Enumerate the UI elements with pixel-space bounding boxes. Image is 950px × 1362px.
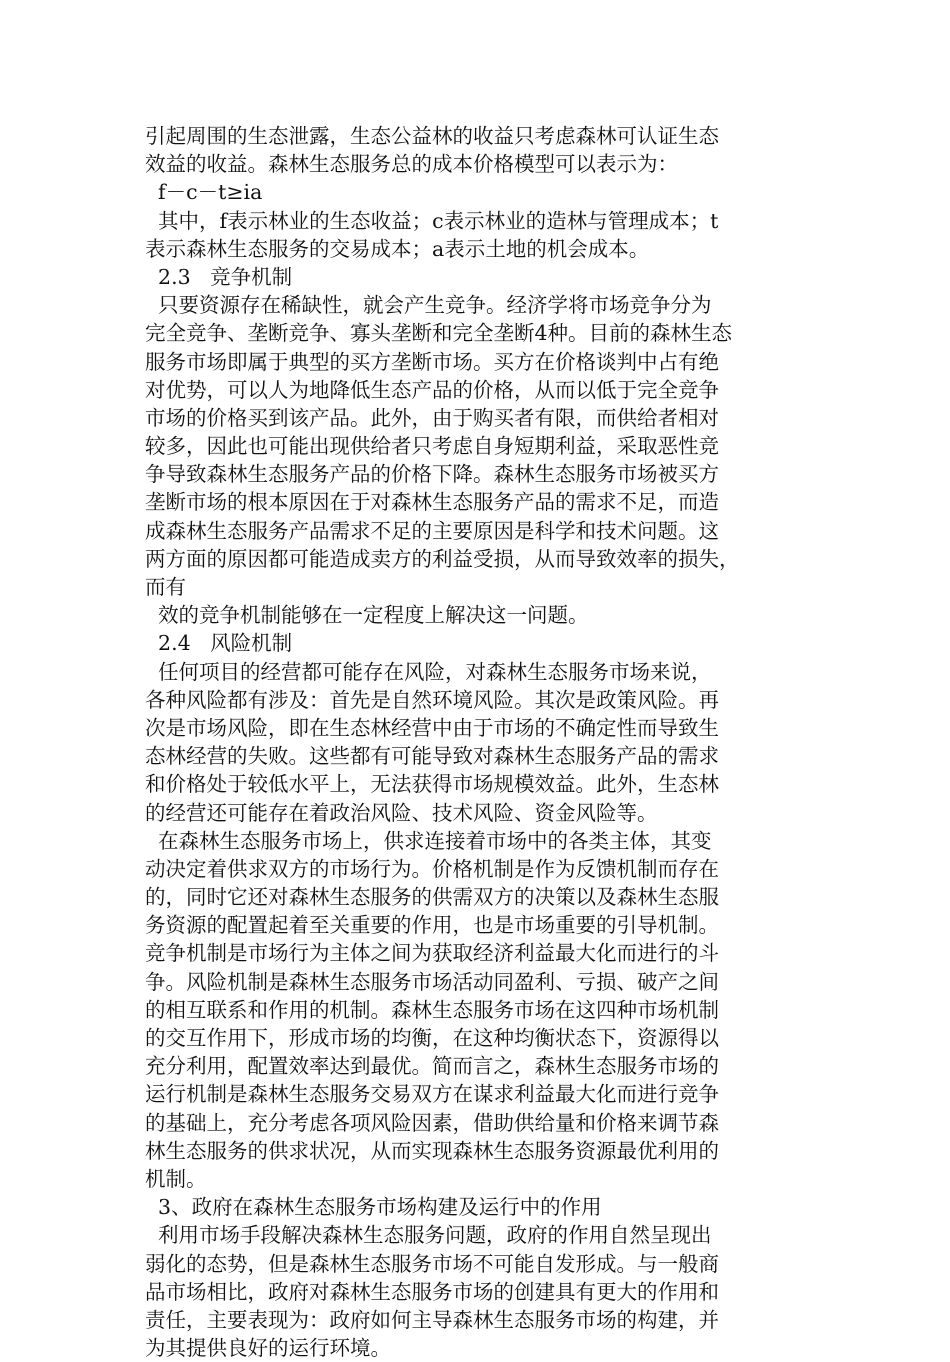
text-line: 效益的收益。森林生态服务总的成本价格模型可以表示为： (145, 152, 678, 177)
text-line: 完全竞争、垄断竞争、寡头垄断和完全垄断4种。目前的森林生态 (145, 321, 733, 346)
text-line: 运行机制是森林生态服务交易双方在谋求利益最大化而进行竞争 (145, 1082, 719, 1107)
text-line: 弱化的态势，但是森林生态服务市场不可能自发形成。与一般商 (145, 1251, 719, 1276)
text-line: 的相互联系和作用的机制。森林生态服务市场在这四种市场机制 (145, 997, 719, 1022)
text-line: 服务市场即属于典型的买方垄断市场。买方在价格谈判中占有绝 (145, 349, 719, 374)
text-line: 只要资源存在稀缺性，就会产生竞争。经济学将市场竞争分为 (145, 293, 712, 318)
text-line: 市场的价格买到该产品。此外，由于购买者有限，而供给者相对 (145, 405, 719, 430)
text-line: 效的竞争机制能够在一定程度上解决这一问题。 (145, 603, 589, 628)
text-line: f－c－t≥ia (145, 180, 263, 205)
text-line: 责任，主要表现为：政府如何主导森林生态服务市场的构建，并 (145, 1307, 719, 1332)
text-line: 充分利用，配置效率达到最优。简而言之，森林生态服务市场的 (145, 1054, 719, 1079)
text-line: 在森林生态服务市场上，供求连接着市场中的各类主体，其变 (145, 828, 712, 853)
text-line: 次是市场风险，即在生态林经营中由于市场的不确定性而导致生 (145, 715, 719, 740)
text-line: 3、政府在森林生态服务市场构建及运行中的作用 (145, 1195, 602, 1220)
text-line: 争。风险机制是森林生态服务市场活动同盈利、亏损、破产之间 (145, 969, 719, 994)
text-line: 为其提供良好的运行环境。 (145, 1336, 391, 1361)
text-line: 竞争机制是市场行为主体之间为获取经济利益最大化而进行的斗 (145, 941, 719, 966)
document-body (145, 122, 785, 1362)
text-line: 对优势，可以人为地降低生态产品的价格，从而以低于完全竞争 (145, 377, 719, 402)
text-line: 和价格处于较低水平上，无法获得市场规模效益。此外，生态林 (145, 772, 719, 797)
text-line: 务资源的配置起着至关重要的作用，也是市场重要的引导机制。 (145, 913, 719, 938)
text-line: 垄断市场的根本原因在于对森林生态服务产品的需求不足，而造 (145, 490, 719, 515)
text-line: 2.3 竞争机制 (145, 264, 293, 289)
text-line: 品市场相比，政府对森林生态服务市场的创建具有更大的作用和 (145, 1279, 719, 1304)
text-line: 成森林生态服务产品需求不足的主要原因是科学和技术问题。这 (145, 518, 719, 543)
text-line: 2.4 风险机制 (145, 631, 293, 656)
text-line: 争导致森林生态服务产品的价格下降。森林生态服务市场被买方 (145, 462, 719, 487)
text-line: 两方面的原因都可能造成卖方的利益受损，从而导致效率的损失， (145, 546, 740, 571)
text-line: 表示森林生态服务的交易成本；a表示土地的机会成本。 (145, 236, 650, 261)
text-line: 动决定着供求双方的市场行为。价格机制是作为反馈机制而存在 (145, 856, 719, 881)
text-line: 其中，f表示林业的生态收益；c表示林业的造林与管理成本；t (145, 208, 719, 233)
text-line: 林生态服务的供求状况，从而实现森林生态服务资源最优利用的 (145, 1138, 719, 1163)
text-line: 任何项目的经营都可能存在风险，对森林生态服务市场来说， (145, 659, 712, 684)
text-line: 的交互作用下，形成市场的均衡，在这种均衡状态下，资源得以 (145, 1026, 719, 1050)
text-line: 利用市场手段解决森林生态服务问题，政府的作用自然呈现出 (145, 1223, 712, 1248)
text-line: 各种风险都有涉及：首先是自然环境风险。其次是政策风险。再 (145, 687, 719, 712)
text-line: 态林经营的失败。这些都有可能导致对森林生态服务产品的需求 (145, 744, 719, 769)
text-line: 较多，因此也可能出现供给者只考虑自身短期利益，采取恶性竞 (145, 434, 719, 459)
text-line: 的基础上，充分考虑各项风险因素，借助供给量和价格来调节森 (145, 1110, 719, 1135)
text-line: 的经营还可能存在着政治风险、技术风险、资金风险等。 (145, 800, 658, 825)
text-line: 机制。 (145, 1166, 207, 1191)
text-line: 的，同时它还对森林生态服务的供需双方的决策以及森林生态服 (145, 885, 719, 910)
text-line: 引起周围的生态泄露，生态公益林的收益只考虑森林可认证生态 (145, 124, 719, 148)
text-line: 而有 (145, 575, 186, 599)
